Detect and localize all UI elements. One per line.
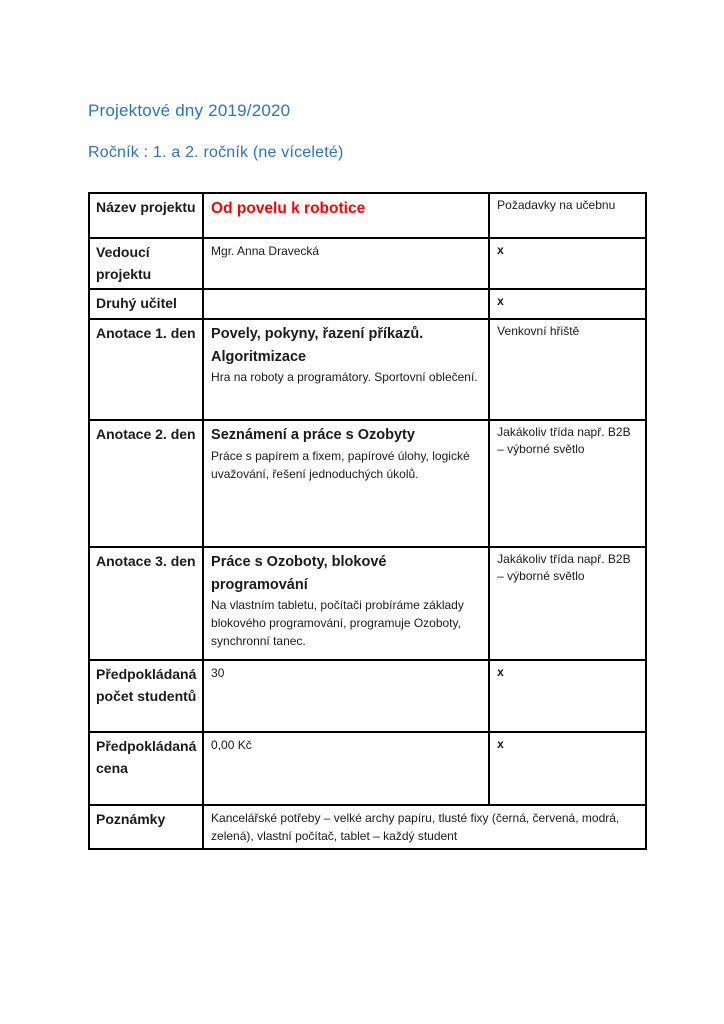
row-label: Vedoucí projektu [89,238,203,289]
row-label: Anotace 3. den [89,547,203,660]
project-name-cell [203,193,489,238]
annotation-day2-cell [203,420,489,547]
project-table [88,192,647,850]
annotation-day3-body: Na vlastním tabletu, počítači probíráme základy blokového programování, programuje Ozoboty, synchronní tanec. [211,598,464,648]
notes-cell [203,805,646,849]
row-label: Anotace 2. den [89,420,203,547]
row-label: Druhý učitel [89,289,203,319]
notes-text: Kancelářské potřeby – velké archy papíru, tlusté fixy (černá, červená, modrá, zelená), vlastní počítač, tablet – každý student [211,811,620,844]
table-row-anotace-1 [89,319,646,420]
annotation-day2-body: Práce s papírem a fixem, papírové úlohy, logické uvažování, řešení jednoduchých úkolů. [211,448,470,481]
annotation-day1-cell [203,319,489,420]
row-label: Předpokládaná cena [89,732,203,805]
row-label: Předpokládaná počet studentů [89,660,203,732]
note-cell: Venkovní hřiště [489,319,646,420]
row-label: Poznámky [89,805,203,849]
table-row-anotace-3 [89,547,646,660]
student-count-cell [203,660,489,732]
annotation-day1-title: Povely, pokyny, řazení příkazů. Algoritmizace [211,326,424,365]
page-subtitle: Ročník : 1. a 2. ročník (ne víceleté) [88,144,344,161]
table-row-vedouci-projektu [89,238,646,289]
note-cell: Jakákoliv třída např. B2B – výborné světlo [489,547,646,660]
requirements-header: Požadavky na učebnu [489,193,646,238]
second-teacher-cell [203,289,489,319]
project-leader-name: Mgr. Anna Dravecká [211,244,320,258]
price-value: 0,00 Kč [211,738,252,753]
table-row-anotace-2 [89,420,646,547]
project-name-title: Od povelu k robotice [211,200,366,217]
table-row-nazev-projektu [89,193,646,238]
price-cell [203,732,489,805]
table-row-druhy-ucitel [89,289,646,319]
note-cell: x [489,289,646,319]
annotation-day3-cell [203,547,489,660]
note-cell: x [489,660,646,732]
annotation-day2-title: Seznámení a práce s Ozobyty [211,427,415,444]
project-leader-cell [203,238,489,289]
annotation-day1-body: Hra na roboty a programátory. Sportovní oblečení. [211,370,478,384]
note-cell: x [489,238,646,289]
note-cell: Jakákoliv třída např. B2B – výborné světlo [489,420,646,547]
row-label: Název projektu [89,193,203,238]
table-row-poznamky [89,805,646,849]
note-cell: x [489,732,646,805]
row-label: Anotace 1. den [89,319,203,420]
student-count-value: 30 [211,666,225,681]
table-row-pocet-studentu [89,660,646,732]
page-title: Projektové dny 2019/2020 [88,101,291,120]
table-row-cena [89,732,646,805]
annotation-day3-title: Práce s Ozoboty, blokové programování [211,554,387,593]
